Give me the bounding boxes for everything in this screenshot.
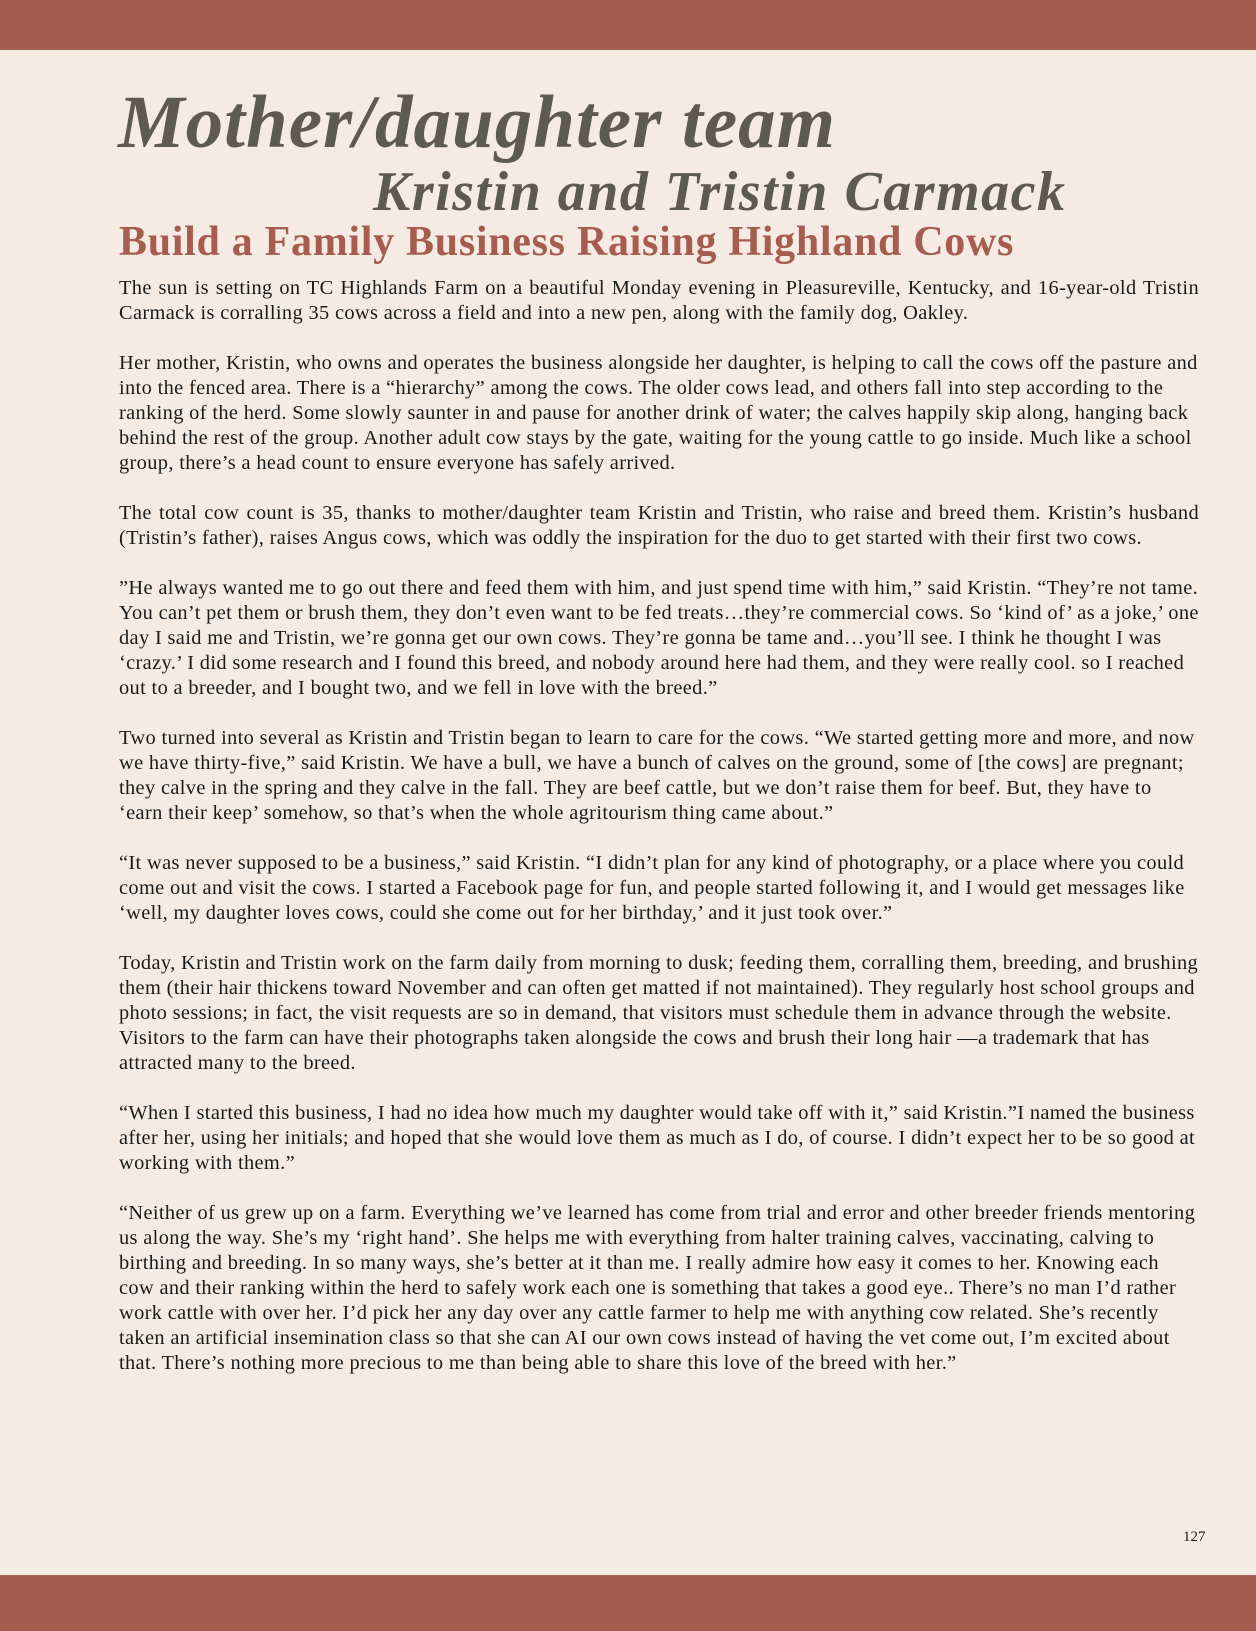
article-paragraph-9: “Neither of us grew up on a farm. Everything we’ve learned has come from trial and error and other breeder friends mentoring us along the way. She’s my ‘right hand’. She helps me with everything from halter training calves, vaccinating, calving to birthing and breeding. In so many ways, she’s better at it than me. I really admire how easy it comes to her. Knowing each cow and their ranking within the herd to safely work each one is something that takes a good eye.. There’s no man I’d rather work cattle with over her. I’d pick her any day over any cattle farmer to help me with anything cow related. She’s recently taken an artificial insemination class so that she can AI our own cows instead of having the vet come out, I’m excited about that. There’s nothing more precious to me than being able to share this love of the breed with her.” <box>119 1202 1196 1374</box>
top-color-band <box>0 0 1256 50</box>
article-paragraph-1: The sun is setting on TC Highlands Farm on a beautiful Monday evening in Pleasureville, Kentucky, and 16-year-old Tristin Carmack is corralling 35 cows across a field and into a new pen, along with the family dog, Oakley. <box>119 277 1199 324</box>
article-paragraph-7: Today, Kristin and Tristin work on the farm daily from morning to dusk; feeding them, corralling them, breeding, and brushing them (their hair thickens toward November and can often get matted if not maintained). They regularly host school groups and photo sessions; in fact, the visit requests are so in demand, that visitors must schedule them in advance through the website. Visitors to the farm can have their photographs taken alongside the cows and brush their long hair —a trademark that has attracted many to the breed. <box>119 952 1199 1074</box>
headline-line-2: Kristin and Tristin Carmack <box>373 161 1067 223</box>
bottom-color-band <box>0 1575 1256 1631</box>
article-subtitle: Build a Family Business Raising Highland Cows <box>119 219 1015 265</box>
article-paragraph-2: Her mother, Kristin, who owns and operates the business alongside her daughter, is helping to call the cows off the pasture and into the fenced area. There is a “hierarchy” among the cows. The older cows lead, and others fall into step according to the ranking of the herd. Some slowly saunter in and pause for another drink of water; the calves happily skip along, hanging back behind the rest of the group. Another adult cow stays by the gate, waiting for the young cattle to go inside. Much like a school group, there’s a head count to ensure everyone has safely arrived. <box>119 352 1198 474</box>
article-paragraph-3: The total cow count is 35, thanks to mother/daughter team Kristin and Tristin, who raise and breed them. Kristin’s husband (Tristin’s father), raises Angus cows, which was oddly the inspiration for the duo to get started with their first two cows. <box>119 502 1199 549</box>
page-number: 127 <box>1183 1529 1206 1545</box>
headline-line-1: Mother/daughter team <box>118 81 836 164</box>
article-paragraph-5: Two turned into several as Kristin and Tristin began to learn to care for the cows. “We started getting more and more, and now we have thirty-five,” said Kristin. We have a bull, we have a bunch of calves on the ground, some of [the cows] are pregnant; they calve in the spring and they calve in the fall. They are beef cattle, but we don’t raise them for beef. But, they have to ‘earn their keep’ somehow, so that’s when the whole agritourism thing came about.” <box>119 727 1195 824</box>
article-paragraph-6: “It was never supposed to be a business,” said Kristin. “I didn’t plan for any kind of photography, or a place where you could come out and visit the cows. I started a Facebook page for fun, and people started following it, and I would get messages like ‘well, my daughter loves cows, could she come out for her birthday,’ and it just took over.” <box>119 852 1185 924</box>
article-body <box>119 276 1199 1401</box>
article-paragraph-8: “When I started this business, I had no idea how much my daughter would take off with it,” said Kristin.”I named the business after her, using her initials; and hoped that she would love them as much as I do, of course. I didn’t expect her to be so good at working with them.” <box>119 1102 1196 1174</box>
article-paragraph-4: ”He always wanted me to go out there and feed them with him, and just spend time with him,” said Kristin. “They’re not tame. You can’t pet them or brush them, they don’t even want to be fed treats…they’re commercial cows. So ‘kind of’ as a joke,’ one day I said me and Tristin, we’re gonna get our own cows. They’re gonna be tame and…you’ll see. I think he thought I was ‘crazy.’ I did some research and I found this breed, and nobody around here had them, and they were really cool. so I reached out to a breeder, and I bought two, and we fell in love with the breed.” <box>119 577 1199 699</box>
